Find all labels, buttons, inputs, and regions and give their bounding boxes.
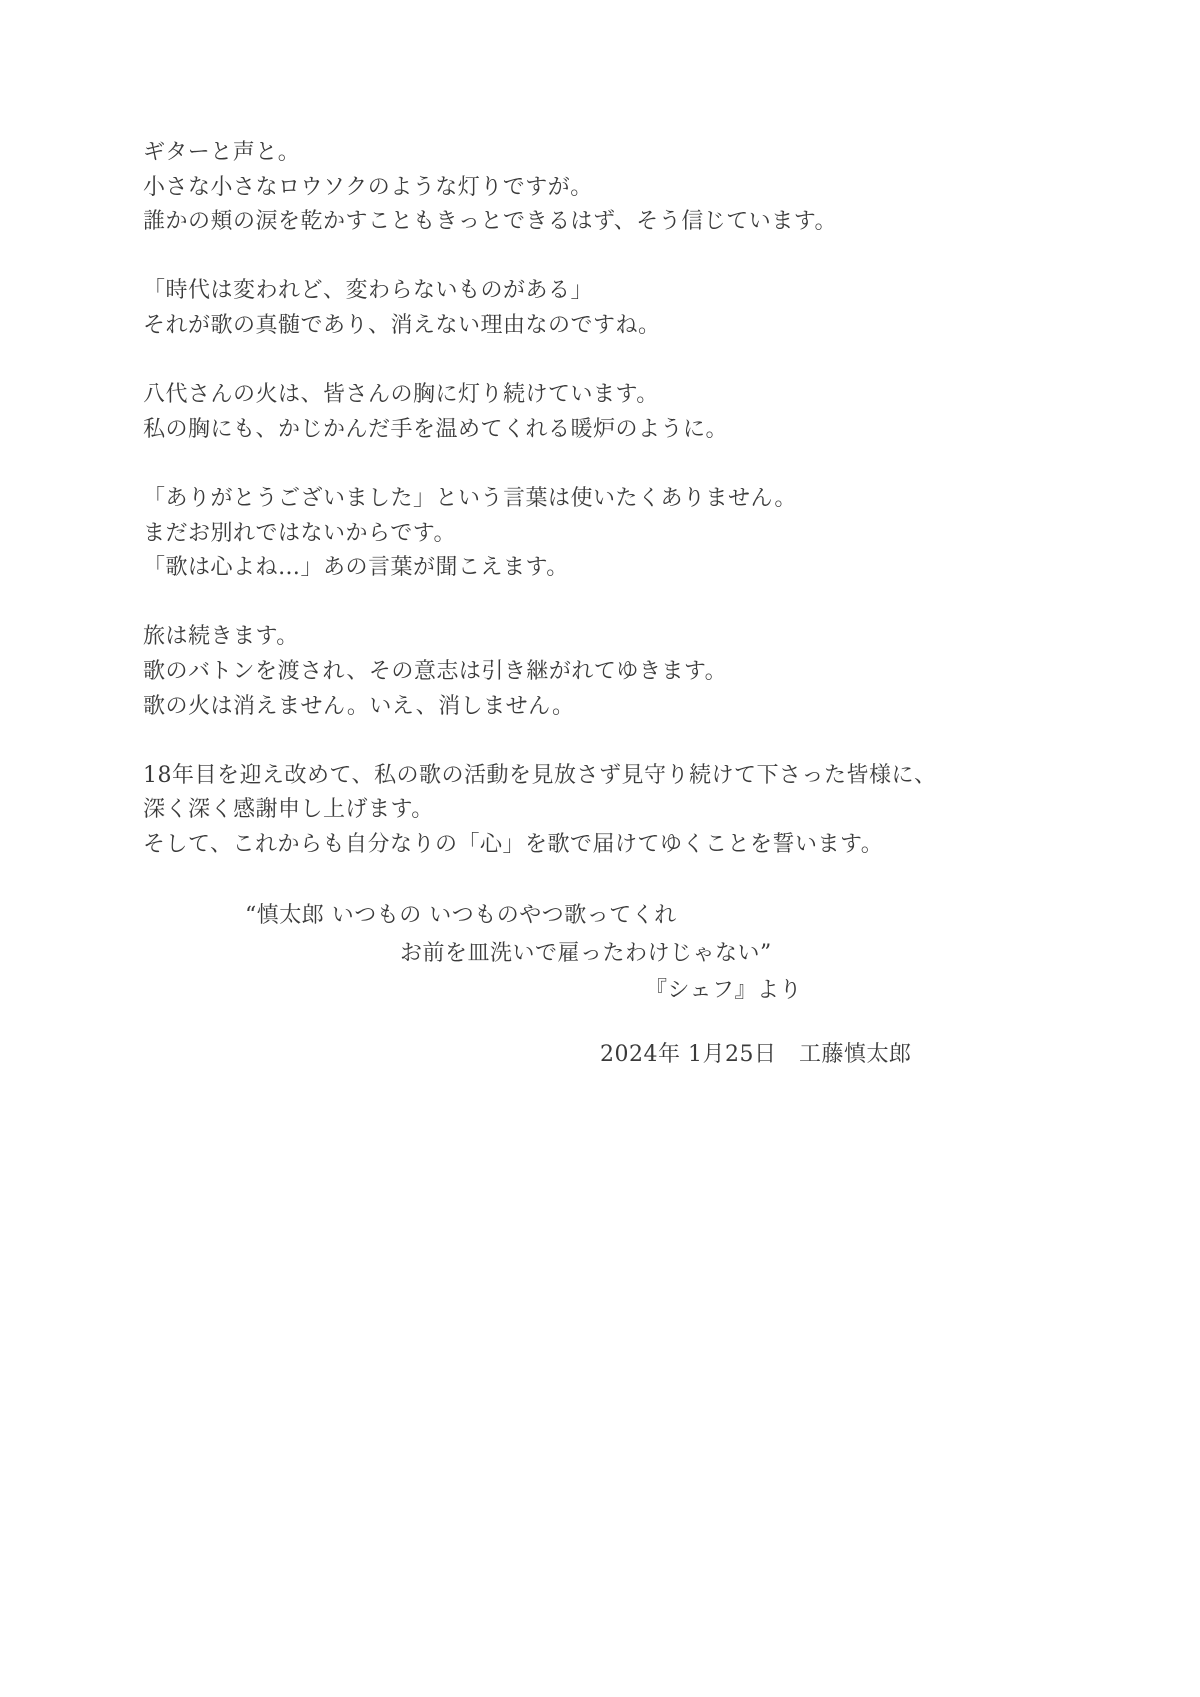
text-line: 歌のバトンを渡され、その意志は引き継がれてゆきます。 xyxy=(143,658,728,684)
letter-content xyxy=(143,136,1103,1072)
text-line: 八代さんの火は、皆さんの胸に灯り続けています。 xyxy=(143,382,659,408)
text-line: そして、これからも自分なりの「心」を歌で届けてゆくことを誓います。 xyxy=(143,831,884,857)
quote-line: お前を皿洗いで雇ったわけじゃない” xyxy=(400,940,772,966)
text-line: 「ありがとうございました」という言葉は使いたくありません。 xyxy=(143,485,797,511)
text-line: それが歌の真髄であり、消えない理由なのですね。 xyxy=(143,312,661,338)
quote-block xyxy=(143,897,1103,1010)
quote-line: “慎太郎 いつもの いつものやつ歌ってくれ xyxy=(245,903,677,929)
text-line: 歌の火は消えません。いえ、消しません。 xyxy=(143,693,575,719)
text-line: 私の胸にも、かじかんだ手を温めてくれる暖炉のように。 xyxy=(143,416,729,442)
paragraph-3 xyxy=(143,378,1103,447)
text-line: ギターと声と。 xyxy=(143,140,301,165)
text-line: 小さな小さなロウソクのような灯りですが。 xyxy=(143,174,593,200)
paragraph-6 xyxy=(143,759,1103,863)
body-paragraphs xyxy=(143,136,1103,862)
paragraph-1 xyxy=(143,136,1103,240)
paragraph-2 xyxy=(143,274,1103,343)
text-line: 18年目を迎え改めて、私の歌の活動を見放さず見守り続けて下さった皆様に、 xyxy=(143,762,937,788)
text-line: まだお別れではないからです。 xyxy=(143,520,457,546)
paragraph-5 xyxy=(143,620,1103,724)
text-line: 「時代は変われど、変わらないものがある」 xyxy=(143,278,594,304)
text-line: 誰かの頬の涙を乾かすこともきっとできるはず、そう信じています。 xyxy=(143,209,837,235)
text-line: 「歌は心よね…」あの言葉が聞こえます。 xyxy=(143,555,569,581)
date-signature: 2024年 1月25日 工藤慎太郎 xyxy=(600,1041,912,1067)
text-line: 旅は続きます。 xyxy=(143,624,299,650)
text-line: 深く深く感謝申し上げます。 xyxy=(143,797,434,823)
paragraph-4 xyxy=(143,482,1103,586)
quote-attribution: 『シェフ』より xyxy=(645,978,803,1004)
